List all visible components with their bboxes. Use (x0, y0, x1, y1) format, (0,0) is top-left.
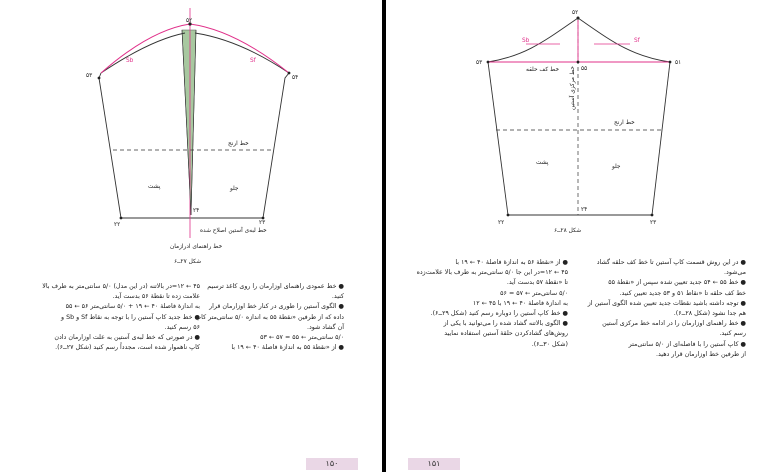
label-p53: ۵۳ (476, 60, 483, 66)
paragraph-line: ● خط عمودی راهنمای اوزارمان را روی کاغذ ترسیم (207, 283, 344, 290)
label-p55: ۵۵ (581, 66, 588, 72)
paragraph-line: ● خط ۵۵ ← ۵۴ جدید تعیین شده سپس از «نقطهٔ ۵۵ (608, 279, 746, 287)
label-p52: ۵۲ (572, 10, 579, 16)
label-p54: ۵۴ (292, 75, 299, 81)
label-center-line: خط مرکزی آستین (570, 66, 576, 110)
label-grain-line: خط راهنمای ادرازمان (170, 244, 223, 250)
label-back: پشت (536, 160, 549, 166)
point-marker (120, 217, 123, 220)
point-marker (651, 214, 654, 217)
paragraph-line: ● خط جدید کاپ آستین را با توجه به نقاط Sf و Sb و (61, 313, 200, 321)
label-p23: ۲۳ (650, 220, 657, 226)
point-marker (669, 61, 672, 64)
left-text-col-right (195, 282, 344, 353)
paragraph-line: به اندازهٔ فاصلهٔ ۴۰ ← ۱۹ با ۴۵ ← ۱۲ (472, 299, 568, 307)
figure-caption: شکل ۲۸ــ۶ (554, 228, 582, 234)
paragraph-line: ۴۵ ← ۱۲=در بالاتنه (در این مدل) ۵/۰ سانتی‌متر به طرف بالا (42, 283, 200, 290)
paragraph-line: کنید. (331, 293, 344, 301)
paragraph-line: ● خط کاپ آستین را دوباره رسم کنید (شکل ۲۹ــ۶). (430, 310, 568, 318)
paragraph-line: داده که از طرفین «نقطهٔ ۵۵ به اندازه ۵/۰ سانتی‌متر کاپ (195, 313, 344, 321)
label-p52: ۵۲ (186, 18, 193, 24)
sleeve-right-side (263, 73, 289, 218)
label-p24: ۲۴ (581, 207, 588, 213)
paragraph-line: ● الگوی بالاتنه گشاد شده را می‌توانید با یکی از (443, 320, 568, 328)
label-sb: Sb (126, 58, 134, 64)
paragraph-line: تا «نقطهٔ ۵۷ بدست آید. (506, 279, 568, 287)
paragraph-line: ● در صورتی که خط لبه‌ی آستین به علت اوزارمان دادن (54, 334, 200, 342)
point-marker (577, 61, 580, 64)
paragraph-line: روش‌های گشادکردن حلقهٔ آستین استفاده نمایید (444, 330, 568, 338)
left-page (0, 0, 382, 472)
paragraph-line: علامت زده تا نقطهٔ ۵۶ بدست آید. (112, 293, 200, 301)
label-hip-line: خط ارنج (228, 141, 249, 147)
label-sb: Sb (522, 38, 530, 44)
figure-caption: شکل ۲۷ــ۶ (174, 259, 202, 265)
label-p51: ۵۱ (675, 60, 682, 66)
paragraph-line: ● از «نقطهٔ ۵۵ به اندازهٔ فاصلهٔ ۴۰ ← ۱۹ با (231, 344, 344, 352)
paragraph-line: ۴۵ ← ۱۲=در این جا ۵/۰ سانتی‌متر به طرف بالا علامت‌زده (416, 269, 568, 277)
point-marker (262, 217, 265, 220)
right-page (386, 0, 768, 472)
label-p24: ۲۴ (193, 208, 200, 214)
label-p22: ۲۲ (114, 222, 121, 228)
paragraph-line: از طرفین خط اوزارمان قرار دهید. (655, 350, 746, 358)
paragraph-line: ● در این روش قسمت کاپ آستین تا خط کف حلقه گشاد (596, 259, 746, 266)
sleeve-cap (488, 18, 670, 62)
label-side-note: خط لبه‌ی آستین اصلاح شده (200, 228, 267, 234)
label-hip-line: خط ارنج (614, 120, 635, 126)
sleeve-cap-front (195, 33, 289, 73)
label-p53: ۵۳ (86, 73, 93, 79)
point-marker (487, 61, 490, 64)
right-sleeve-diagram (386, 0, 768, 472)
label-sf: Sf (250, 58, 256, 64)
point-marker (577, 17, 580, 20)
paragraph-line: ۵/۰ سانتی‌متر ← ۵۷ = ۵۶ (500, 289, 568, 297)
paragraph-line: ● از «نقطهٔ ۵۶ به اندازهٔ فاصلهٔ ۴۰ ← ۱۹ با (455, 259, 568, 266)
paragraph-line: ● الگوی آستین را طوری در کنار خط اوزارمان قرار (209, 303, 344, 311)
label-sf: Sf (634, 38, 640, 44)
paragraph-line: خط کف حلقه تا «نقاط ۵۱ و ۵۳ جدید تعیین کنید. (619, 289, 746, 297)
left-text-col-left (42, 282, 200, 353)
label-front: جلو (612, 164, 621, 170)
paragraph-line: (شکل ۳۰ــ۶). (531, 340, 568, 348)
page-number: ۱۵۰ (306, 458, 358, 470)
green-wedge (182, 30, 196, 215)
right-text-col-right (586, 258, 746, 360)
page-number: ۱۵۱ (408, 458, 460, 470)
label-p23: ۲۳ (259, 220, 266, 226)
paragraph-line: کاپ ناهموار شده است، مجدداً رسم کنید (شکل ۲۷ــ۶). (55, 344, 200, 352)
paragraph-line: ● توجه داشته باشید نقطات جدید تعیین شده الگوی آستین از (587, 299, 746, 307)
right-text-col-left (418, 258, 568, 350)
label-front: جلو (230, 186, 239, 192)
left-sleeve-diagram (0, 0, 382, 472)
sleeve-left-side (488, 62, 508, 215)
sleeve-cap-back (101, 33, 185, 73)
label-cap-line: خط کف حلقه (526, 67, 560, 73)
label-back: پشت (148, 184, 161, 190)
point-marker (288, 72, 291, 75)
paragraph-line: ۵۶ رسم کنید. (164, 323, 200, 331)
paragraph-line: ۵/۰ سانتی‌متر ← ۵۵ = ۵۷ ← ۵۳ (260, 334, 344, 342)
sleeve-right-side (652, 62, 670, 215)
paragraph-line: رسم کنید. (719, 330, 746, 338)
paragraph-line: به اندازهٔ فاصلهٔ ۴۰ ← ۱۹ + ۵/۰ سانتی‌متر ۵۶ ← ۵۵ (65, 303, 200, 311)
sleeve-left-side (99, 73, 121, 218)
paragraph-line: می‌شود. (724, 269, 746, 277)
paragraph-line: ● خط راهنمای اوزارمان را در ادامه خط مرکزی آستین (602, 320, 746, 328)
label-p22: ۲۲ (498, 220, 505, 226)
paragraph-line: آن گشاد شود. (306, 323, 344, 331)
paragraph-line: ● کاپ آستین را با فاصله‌ای از ۵/۰ سانتی‌متر (628, 340, 746, 348)
point-marker (507, 214, 510, 217)
paragraph-line: هم جدا نشود (شکل ۲۸ــ۶). (673, 310, 746, 318)
point-marker (98, 77, 101, 80)
